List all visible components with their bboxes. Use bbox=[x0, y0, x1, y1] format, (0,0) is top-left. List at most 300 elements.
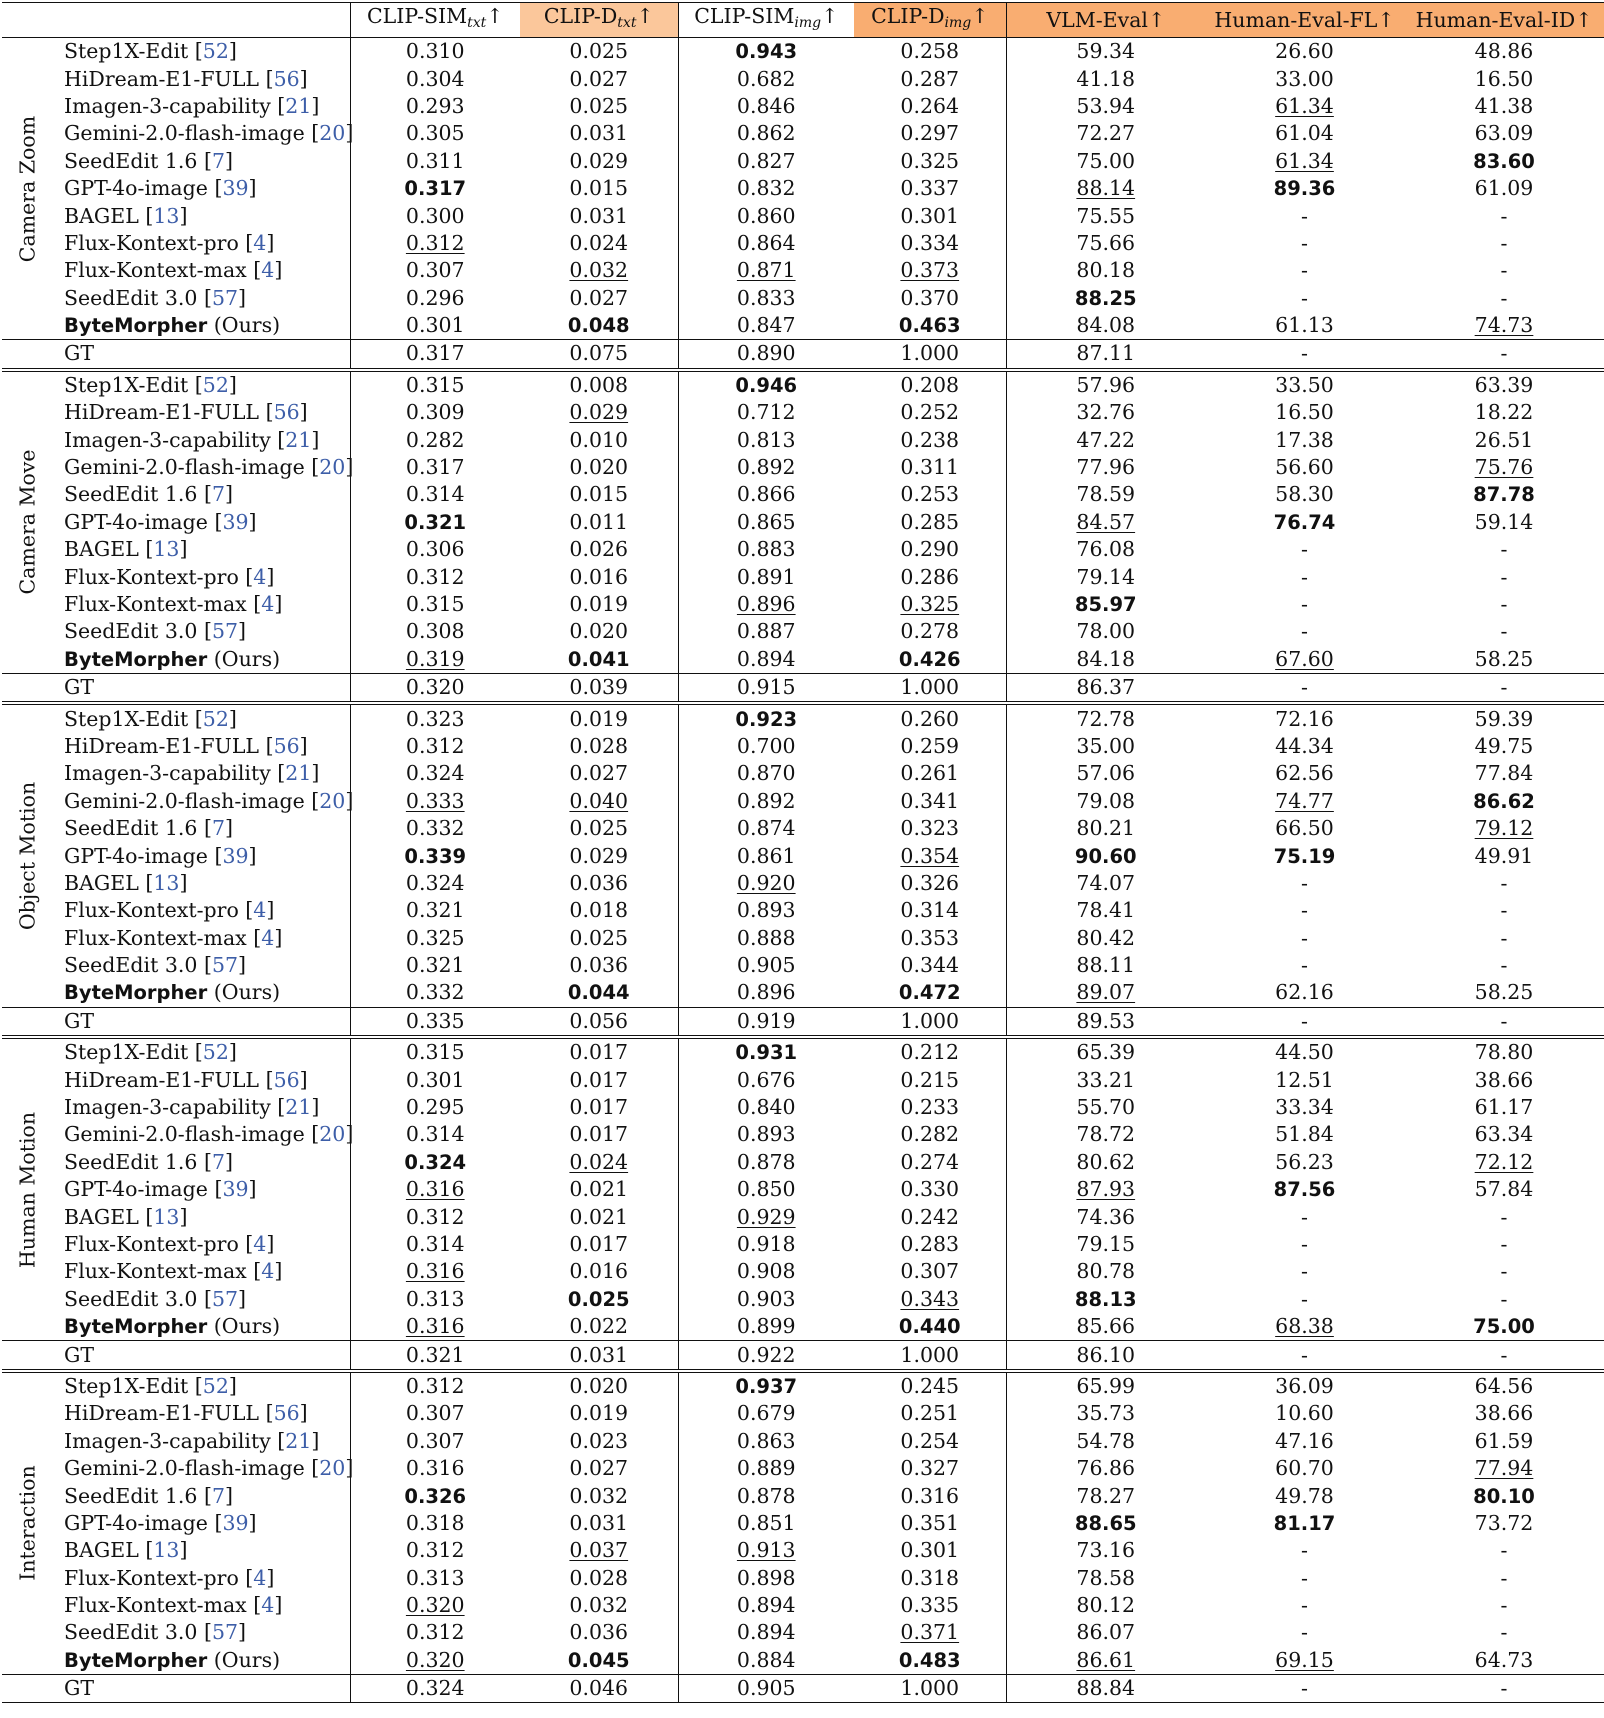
citation-link[interactable]: 4 bbox=[253, 1565, 267, 1590]
metric-cell bbox=[1404, 1647, 1604, 1675]
metric-value: 0.312 bbox=[405, 564, 465, 589]
metric-value: 0.274 bbox=[900, 1149, 960, 1174]
citation-link[interactable]: 57 bbox=[211, 953, 239, 978]
metric-cell bbox=[350, 842, 520, 869]
table-row bbox=[2, 1510, 1604, 1537]
citation-link[interactable]: 4 bbox=[261, 258, 275, 283]
metric-cell bbox=[1006, 618, 1205, 645]
table-row bbox=[2, 815, 1604, 842]
gt-metric-value: 0.919 bbox=[736, 1008, 796, 1033]
metric-cell bbox=[1404, 1619, 1604, 1646]
metric-cell bbox=[678, 202, 854, 229]
model-name: BAGEL bbox=[64, 1538, 139, 1563]
gt-metric-value: - bbox=[1301, 1008, 1308, 1033]
metric-cell bbox=[1205, 1510, 1404, 1537]
metric-cell bbox=[350, 312, 520, 340]
metric-cell bbox=[678, 1647, 854, 1675]
header-col-subscript: txt bbox=[467, 15, 487, 31]
citation-link[interactable]: 56 bbox=[273, 400, 300, 425]
metric-value: 0.261 bbox=[900, 761, 960, 786]
citation-link[interactable]: 4 bbox=[261, 1259, 275, 1284]
metric-cell bbox=[678, 1482, 854, 1509]
metric-value: 0.847 bbox=[736, 313, 796, 338]
table-row bbox=[2, 1647, 1604, 1675]
metric-cell bbox=[1404, 815, 1604, 842]
citation-link[interactable]: 39 bbox=[222, 1177, 249, 1202]
model-name: Step1X-Edit bbox=[64, 1373, 189, 1398]
citation-link[interactable]: 57 bbox=[211, 619, 239, 644]
gt-metric-value: 0.905 bbox=[736, 1676, 796, 1701]
metric-value: 77.94 bbox=[1474, 1456, 1534, 1481]
metric-value: 0.878 bbox=[736, 1149, 796, 1174]
metric-cell bbox=[1404, 175, 1604, 202]
gt-label-cell bbox=[54, 1675, 350, 1703]
metric-cell bbox=[854, 481, 1006, 508]
citation-link[interactable]: 13 bbox=[153, 1538, 180, 1563]
table-row bbox=[2, 1537, 1604, 1564]
header-col-1 bbox=[520, 3, 678, 38]
metric-cell bbox=[854, 1203, 1006, 1230]
citation-link[interactable]: 4 bbox=[261, 1593, 275, 1618]
metric-value: 86.61 bbox=[1076, 1647, 1136, 1672]
metric-cell bbox=[1205, 1400, 1404, 1427]
citation-link[interactable]: 20 bbox=[319, 788, 346, 813]
table-row bbox=[2, 120, 1604, 147]
metric-cell bbox=[350, 563, 520, 590]
metric-value: 67.60 bbox=[1275, 646, 1334, 671]
metric-value: 78.27 bbox=[1076, 1483, 1136, 1508]
metric-cell bbox=[1205, 563, 1404, 590]
model-name: Step1X-Edit bbox=[64, 372, 189, 397]
model-name-cell: SeedEdit 1.6 [7] bbox=[54, 1482, 350, 1509]
metric-value: 78.59 bbox=[1076, 482, 1136, 507]
citation-link[interactable]: 56 bbox=[273, 66, 300, 91]
citation-link[interactable]: 4 bbox=[261, 925, 275, 950]
citation-link[interactable]: 20 bbox=[319, 121, 346, 146]
up-arrow-icon: ↑ bbox=[821, 4, 839, 28]
metric-value: 0.894 bbox=[736, 646, 796, 671]
metric-value: 88.13 bbox=[1074, 1287, 1137, 1311]
metric-value: 0.896 bbox=[736, 980, 796, 1005]
metric-cell bbox=[854, 788, 1006, 815]
table-row bbox=[2, 202, 1604, 229]
metric-cell bbox=[678, 481, 854, 508]
metric-value: 88.11 bbox=[1076, 953, 1136, 978]
metric-value: 0.016 bbox=[569, 564, 629, 589]
model-name-cell: SeedEdit 1.6 [7] bbox=[54, 148, 350, 175]
metric-cell bbox=[1205, 454, 1404, 481]
metric-value: 0.305 bbox=[405, 121, 465, 146]
metric-value: 0.324 bbox=[405, 761, 465, 786]
citation-link[interactable]: 57 bbox=[211, 1286, 239, 1311]
metric-value: 0.020 bbox=[569, 619, 629, 644]
metric-cell bbox=[520, 979, 678, 1007]
metric-cell bbox=[854, 1094, 1006, 1121]
metric-cell bbox=[350, 870, 520, 897]
metric-value: 0.864 bbox=[736, 230, 796, 255]
citation-link[interactable]: 39 bbox=[222, 509, 249, 534]
metric-value: - bbox=[1301, 898, 1308, 923]
model-name: Imagen-3-capability bbox=[64, 93, 271, 118]
model-name: Flux-Kontext-max bbox=[64, 258, 247, 283]
metric-cell bbox=[1205, 1231, 1404, 1258]
model-name: BAGEL bbox=[64, 870, 139, 895]
model-name: ByteMorpher bbox=[64, 647, 208, 671]
metric-value: 0.295 bbox=[405, 1095, 465, 1120]
citation-link[interactable]: 52 bbox=[202, 372, 229, 397]
metric-value: 0.313 bbox=[405, 1565, 465, 1590]
citation-link[interactable]: 4 bbox=[253, 564, 267, 589]
metric-cell bbox=[678, 760, 854, 787]
citation-link[interactable]: 57 bbox=[211, 285, 239, 310]
metric-value: 86.62 bbox=[1473, 789, 1535, 813]
metric-value: 0.027 bbox=[569, 285, 629, 310]
metric-value: 48.86 bbox=[1474, 39, 1534, 64]
citation-link[interactable]: 13 bbox=[153, 537, 180, 562]
metric-value: 0.010 bbox=[569, 427, 629, 452]
metric-value: 61.13 bbox=[1275, 313, 1334, 338]
metric-cell bbox=[1404, 1094, 1604, 1121]
metric-value: - bbox=[1301, 1231, 1308, 1256]
metric-cell bbox=[350, 1286, 520, 1313]
metric-cell bbox=[1006, 1286, 1205, 1313]
model-name: Step1X-Edit bbox=[64, 1040, 189, 1065]
metric-value: 0.307 bbox=[405, 1428, 465, 1453]
metric-cell bbox=[520, 38, 678, 66]
metric-cell bbox=[678, 1313, 854, 1341]
citation-link[interactable]: 39 bbox=[222, 843, 249, 868]
metric-cell bbox=[350, 1313, 520, 1341]
citation-link[interactable]: 39 bbox=[222, 176, 249, 201]
metric-value: 0.888 bbox=[736, 925, 796, 950]
citation-link[interactable]: 13 bbox=[153, 1204, 180, 1229]
metric-value: 0.278 bbox=[900, 619, 960, 644]
citation-link[interactable]: 52 bbox=[202, 39, 229, 64]
model-name: SeedEdit 3.0 bbox=[64, 953, 198, 978]
metric-value: 0.311 bbox=[900, 455, 960, 480]
model-name: Flux-Kontext-pro bbox=[64, 564, 239, 589]
metric-value: 0.373 bbox=[900, 258, 960, 283]
citation-link[interactable]: 7 bbox=[211, 816, 225, 841]
citation-link[interactable]: 7 bbox=[211, 1483, 225, 1508]
model-name: BAGEL bbox=[64, 203, 139, 228]
up-arrow-icon: ↑ bbox=[636, 4, 654, 28]
citation-link[interactable]: 7 bbox=[211, 148, 225, 173]
metric-cell bbox=[520, 175, 678, 202]
metric-cell bbox=[1205, 285, 1404, 312]
metric-value: 0.913 bbox=[736, 1538, 796, 1563]
metric-value: 32.76 bbox=[1076, 400, 1136, 425]
metric-value: 79.14 bbox=[1076, 564, 1136, 589]
metric-cell bbox=[350, 285, 520, 312]
metric-value: 0.315 bbox=[405, 1040, 465, 1065]
category-cell bbox=[2, 703, 54, 1007]
metric-value: 0.215 bbox=[900, 1067, 960, 1092]
metric-value: 41.18 bbox=[1076, 66, 1136, 91]
metric-value: 33.00 bbox=[1275, 66, 1334, 91]
gt-metric-cell bbox=[520, 340, 678, 370]
metric-cell bbox=[350, 1482, 520, 1509]
citation-link[interactable]: 52 bbox=[202, 1040, 229, 1065]
metric-value: 0.044 bbox=[567, 981, 630, 1005]
metric-value: 0.251 bbox=[900, 1401, 960, 1426]
header-col-label: CLIP-D bbox=[871, 4, 945, 28]
table-row bbox=[2, 1482, 1604, 1509]
gt-metric-value: 1.000 bbox=[900, 1342, 960, 1367]
up-arrow-icon: ↑ bbox=[1377, 7, 1395, 32]
gt-label-cell bbox=[54, 340, 350, 370]
header-col-3 bbox=[854, 3, 1006, 38]
metric-value: 0.898 bbox=[736, 1565, 796, 1590]
gt-metric-cell bbox=[350, 1007, 520, 1037]
metric-cell bbox=[854, 760, 1006, 787]
gt-metric-cell bbox=[520, 1341, 678, 1371]
citation-link[interactable]: 21 bbox=[285, 93, 312, 118]
metric-cell bbox=[854, 563, 1006, 590]
metric-cell bbox=[520, 1176, 678, 1203]
metric-cell bbox=[520, 65, 678, 92]
gt-metric-value: 1.000 bbox=[900, 1008, 960, 1033]
gt-blank-cell bbox=[2, 1007, 54, 1037]
up-arrow-icon: ↑ bbox=[486, 4, 504, 28]
gt-label: GT bbox=[64, 1342, 95, 1367]
metric-value: 0.314 bbox=[405, 482, 465, 507]
model-name: Flux-Kontext-pro bbox=[64, 230, 239, 255]
model-name: Flux-Kontext-max bbox=[64, 1259, 247, 1284]
metric-cell bbox=[350, 257, 520, 284]
gt-label: GT bbox=[64, 1008, 95, 1033]
citation-link[interactable]: 21 bbox=[285, 427, 312, 452]
metric-value: 0.353 bbox=[900, 925, 960, 950]
citation-link[interactable]: 21 bbox=[285, 1095, 312, 1120]
metric-value: 0.889 bbox=[736, 1456, 796, 1481]
metric-value: 0.892 bbox=[736, 788, 796, 813]
metric-cell bbox=[1006, 1121, 1205, 1148]
citation-link[interactable]: 13 bbox=[153, 203, 180, 228]
metric-value: - bbox=[1301, 592, 1308, 616]
metric-value: 0.027 bbox=[569, 66, 629, 91]
metric-value: 0.019 bbox=[569, 706, 629, 731]
metric-cell bbox=[350, 426, 520, 453]
citation-link[interactable]: 56 bbox=[273, 1401, 300, 1426]
model-name-cell: Step1X-Edit [52] bbox=[54, 370, 350, 399]
metric-value: 0.306 bbox=[405, 537, 465, 562]
metric-cell bbox=[1205, 897, 1404, 924]
metric-cell bbox=[350, 618, 520, 645]
metric-value: - bbox=[1301, 925, 1308, 950]
metric-value: 0.865 bbox=[736, 509, 796, 534]
metric-value: 0.894 bbox=[736, 1620, 796, 1645]
citation-link[interactable]: 7 bbox=[211, 482, 225, 507]
metric-cell bbox=[520, 1258, 678, 1285]
metric-value: 0.325 bbox=[900, 592, 960, 616]
metric-value: 0.682 bbox=[736, 66, 796, 91]
model-name: HiDream-E1-FULL bbox=[64, 400, 260, 425]
gt-metric-value: 1.000 bbox=[900, 1676, 960, 1701]
citation-link[interactable]: 21 bbox=[285, 1428, 312, 1453]
gt-blank-cell bbox=[2, 340, 54, 370]
metric-cell bbox=[350, 1258, 520, 1285]
metric-value: - bbox=[1500, 1231, 1508, 1256]
metric-value: 0.316 bbox=[900, 1483, 960, 1508]
gt-metric-cell bbox=[520, 1007, 678, 1037]
metric-cell bbox=[1404, 148, 1604, 175]
metric-cell bbox=[520, 1537, 678, 1564]
metric-value: 0.312 bbox=[405, 1373, 465, 1398]
metric-cell bbox=[520, 230, 678, 257]
gt-metric-value: 0.335 bbox=[405, 1008, 465, 1033]
metric-cell bbox=[520, 1400, 678, 1427]
metric-value: 0.846 bbox=[736, 93, 796, 118]
model-name: HiDream-E1-FULL bbox=[64, 1067, 260, 1092]
metric-value: 0.840 bbox=[736, 1095, 796, 1120]
metric-value: - bbox=[1500, 203, 1508, 228]
metric-cell bbox=[350, 93, 520, 120]
metric-value: 80.21 bbox=[1076, 816, 1136, 841]
metric-value: 64.56 bbox=[1474, 1373, 1534, 1398]
metric-value: 0.339 bbox=[404, 844, 467, 868]
category-label: Human Motion bbox=[15, 1111, 40, 1268]
model-name-cell: Imagen-3-capability [21] bbox=[54, 1094, 350, 1121]
citation-link[interactable]: 4 bbox=[253, 898, 267, 923]
metric-value: 0.472 bbox=[898, 981, 961, 1005]
metric-value: 74.77 bbox=[1275, 788, 1334, 813]
metric-cell bbox=[350, 1619, 520, 1646]
citation-link[interactable]: 57 bbox=[211, 1620, 239, 1645]
metric-value: 0.313 bbox=[405, 1286, 465, 1311]
metric-value: - bbox=[1301, 285, 1308, 310]
header-row bbox=[2, 3, 1604, 38]
category-label: Camera Zoom bbox=[15, 115, 40, 262]
metric-value: 0.260 bbox=[900, 706, 960, 731]
model-name: SeedEdit 3.0 bbox=[64, 1286, 198, 1311]
citation-link[interactable]: 52 bbox=[202, 706, 229, 731]
header-col-subscript: img bbox=[944, 15, 972, 31]
citation-link[interactable]: 20 bbox=[319, 455, 346, 480]
metric-cell bbox=[1205, 509, 1404, 536]
citation-link[interactable]: 4 bbox=[253, 1231, 267, 1256]
table-row bbox=[2, 148, 1604, 175]
gt-label-cell bbox=[54, 1341, 350, 1371]
metric-cell bbox=[678, 1203, 854, 1230]
metric-cell bbox=[854, 1371, 1006, 1400]
metric-value: 0.319 bbox=[405, 646, 465, 671]
citation-link[interactable]: 52 bbox=[202, 1373, 229, 1398]
metric-value: 0.286 bbox=[900, 564, 960, 589]
citation-link[interactable]: 20 bbox=[319, 1122, 346, 1147]
metric-cell bbox=[350, 1149, 520, 1176]
gt-blank-cell bbox=[2, 1341, 54, 1371]
metric-value: - bbox=[1301, 619, 1308, 644]
gt-metric-value: 0.046 bbox=[569, 1676, 629, 1701]
metric-value: - bbox=[1301, 870, 1308, 895]
table-row bbox=[2, 952, 1604, 979]
metric-cell bbox=[854, 93, 1006, 120]
metric-cell bbox=[678, 897, 854, 924]
gt-metric-value: 87.11 bbox=[1076, 341, 1136, 366]
gt-metric-value: 0.075 bbox=[569, 341, 629, 366]
metric-cell bbox=[854, 1258, 1006, 1285]
metric-cell bbox=[350, 952, 520, 979]
model-name-cell: Flux-Kontext-max [4] bbox=[54, 1592, 350, 1619]
metric-cell bbox=[350, 591, 520, 618]
table-row bbox=[2, 703, 1604, 732]
metric-value: 79.12 bbox=[1474, 816, 1534, 841]
citation-link[interactable]: 13 bbox=[153, 870, 180, 895]
metric-cell bbox=[1205, 1121, 1404, 1148]
citation-link[interactable]: 4 bbox=[261, 592, 275, 616]
metric-value: 44.34 bbox=[1275, 733, 1334, 758]
metric-cell bbox=[1404, 897, 1604, 924]
metric-cell bbox=[854, 1286, 1006, 1313]
metric-cell bbox=[350, 703, 520, 732]
table-row bbox=[2, 1313, 1604, 1341]
metric-value: 73.72 bbox=[1474, 1510, 1534, 1535]
metric-value: 0.892 bbox=[736, 455, 796, 480]
citation-link[interactable]: 4 bbox=[253, 230, 267, 255]
metric-value: 89.07 bbox=[1076, 980, 1136, 1005]
citation-link[interactable]: 39 bbox=[222, 1510, 249, 1535]
metric-cell bbox=[1404, 591, 1604, 618]
metric-cell bbox=[1006, 230, 1205, 257]
metric-value: 51.84 bbox=[1275, 1122, 1334, 1147]
metric-value: 0.893 bbox=[736, 1122, 796, 1147]
metric-cell bbox=[520, 399, 678, 426]
metric-value: 0.891 bbox=[736, 564, 796, 589]
metric-value: 0.024 bbox=[569, 230, 629, 255]
citation-link[interactable]: 56 bbox=[273, 733, 300, 758]
metric-cell bbox=[350, 175, 520, 202]
citation-link[interactable]: 56 bbox=[273, 1067, 300, 1092]
model-name: Gemini-2.0-flash-image bbox=[64, 1456, 305, 1481]
metric-cell bbox=[1006, 1066, 1205, 1093]
metric-cell bbox=[350, 202, 520, 229]
citation-link[interactable]: 7 bbox=[211, 1149, 225, 1174]
results-table bbox=[2, 2, 1604, 1703]
metric-value: 0.025 bbox=[569, 39, 629, 64]
metric-value: 0.018 bbox=[569, 898, 629, 923]
gt-metric-value: 0.320 bbox=[405, 675, 465, 700]
citation-link[interactable]: 20 bbox=[319, 1456, 346, 1481]
metric-cell bbox=[854, 925, 1006, 952]
metric-value: 69.15 bbox=[1275, 1647, 1334, 1672]
metric-value: - bbox=[1301, 1259, 1308, 1284]
metric-value: 61.59 bbox=[1474, 1428, 1534, 1453]
metric-value: 10.60 bbox=[1275, 1401, 1334, 1426]
metric-cell bbox=[1404, 312, 1604, 340]
metric-value: 0.850 bbox=[736, 1177, 796, 1202]
metric-value: 66.50 bbox=[1275, 816, 1334, 841]
gt-metric-cell bbox=[350, 1675, 520, 1703]
metric-value: 0.027 bbox=[569, 761, 629, 786]
model-name-cell: SeedEdit 1.6 [7] bbox=[54, 815, 350, 842]
model-name-cell: Flux-Kontext-max [4] bbox=[54, 1258, 350, 1285]
metric-value: 80.10 bbox=[1473, 1484, 1535, 1508]
metric-cell bbox=[1205, 399, 1404, 426]
metric-cell bbox=[520, 1455, 678, 1482]
metric-value: 62.16 bbox=[1275, 980, 1334, 1005]
metric-value: 0.317 bbox=[404, 177, 467, 201]
metric-cell bbox=[854, 399, 1006, 426]
metric-cell bbox=[678, 1037, 854, 1066]
table-row bbox=[2, 426, 1604, 453]
metric-cell bbox=[350, 148, 520, 175]
header-col-4 bbox=[1006, 3, 1205, 38]
metric-value: 58.30 bbox=[1275, 482, 1334, 507]
citation-link[interactable]: 21 bbox=[285, 761, 312, 786]
metric-value: 49.75 bbox=[1474, 733, 1534, 758]
metric-cell bbox=[350, 733, 520, 760]
